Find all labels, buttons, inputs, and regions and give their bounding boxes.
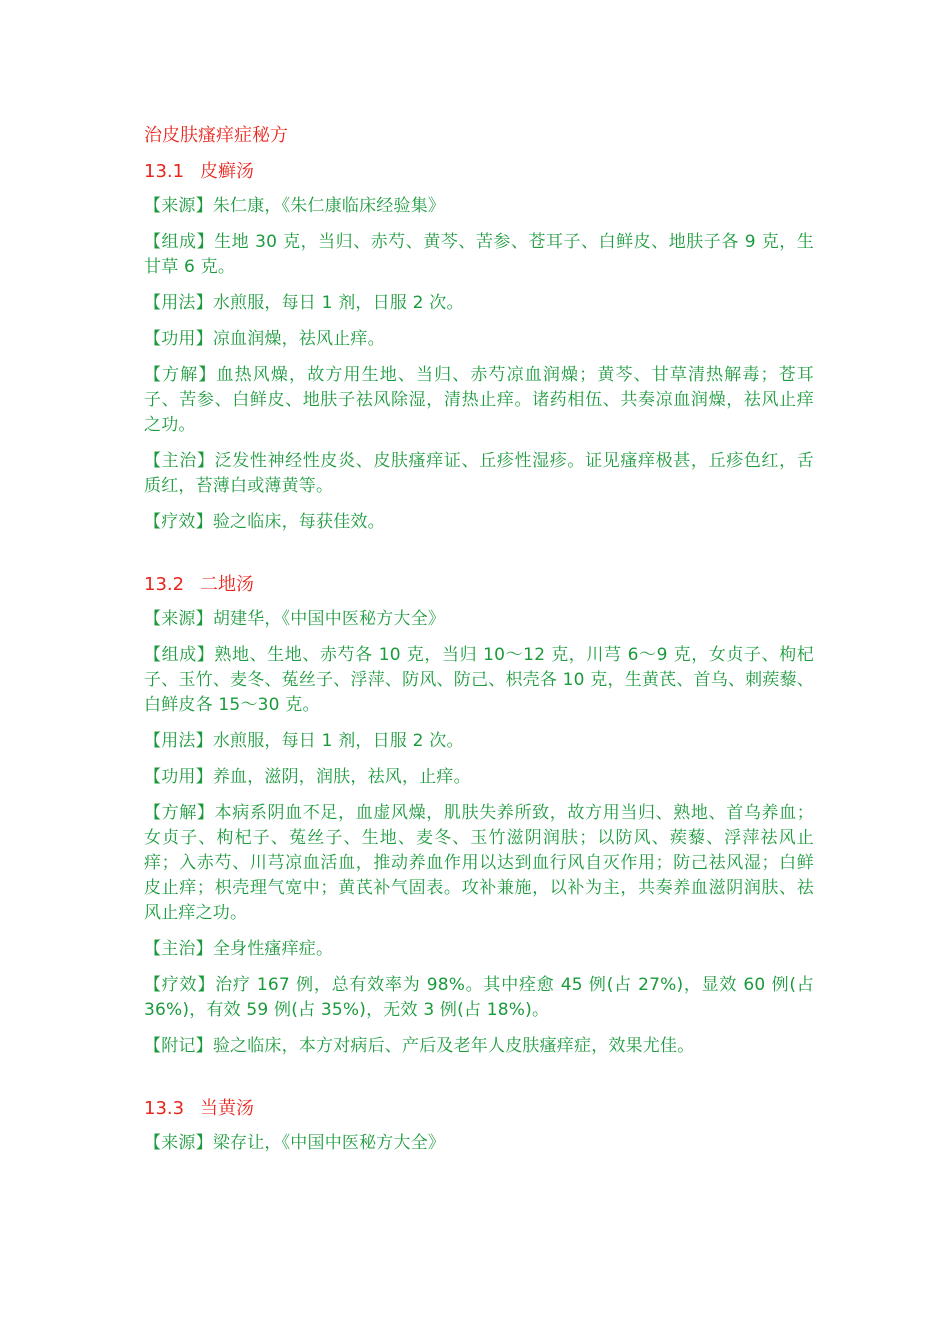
section-13-1 <box>144 158 814 535</box>
entry-usage <box>144 729 814 754</box>
entry-explanation <box>144 363 814 438</box>
entry-text: 养血，滋阴，润肤，祛风，止痒。 <box>212 767 471 787</box>
entry-label: 【组成】 <box>144 645 215 665</box>
section-name: 当黄汤 <box>200 1098 254 1119</box>
entry-composition <box>144 230 814 280</box>
entry-composition <box>144 643 814 718</box>
entry-text: 生地 30 克，当归、赤芍、黄芩、苦参、苍耳子、白鲜皮、地肤子各 9 克，生甘草 6 克。 <box>144 232 814 277</box>
entry-source <box>144 194 814 219</box>
entry-indication <box>144 937 814 962</box>
entry-text: 全身性瘙痒症。 <box>212 939 334 959</box>
entry-text: 水煎服，每日 1 剂，日服 2 次。 <box>212 293 464 313</box>
section-heading <box>144 1095 814 1123</box>
entry-efficacy <box>144 510 814 535</box>
entry-label: 【功用】 <box>144 329 213 349</box>
entry-label: 【来源】 <box>144 196 213 216</box>
entry-label: 【方解】 <box>144 365 217 385</box>
section-heading <box>144 571 814 599</box>
entry-source <box>144 1131 814 1156</box>
entry-text: 熟地、生地、赤芍各 10 克，当归 10～12 克，川芎 6～9 克，女贞子、枸杞子、玉竹、麦冬、菟丝子、浮萍、防风、防己、枳壳各 10 克，生黄芪、首乌、刺蒺藜、白鲜皮各 15～30 克。 <box>144 645 814 715</box>
entry-label: 【主治】 <box>144 939 213 959</box>
entry-indication <box>144 449 814 499</box>
entry-usage <box>144 291 814 316</box>
document-title: 治皮肤瘙痒症秘方 <box>144 125 288 146</box>
entry-label: 【方解】 <box>144 803 215 823</box>
entry-source <box>144 607 814 632</box>
section-number: 13.3 <box>144 1098 185 1119</box>
section-name: 皮癣汤 <box>200 161 254 182</box>
entry-text: 验之临床，每获佳效。 <box>212 512 385 532</box>
entry-text: 朱仁康，《朱仁康临床经验集》 <box>212 196 446 216</box>
entry-label: 【用法】 <box>144 731 213 751</box>
entry-text: 凉血润燥，祛风止痒。 <box>212 329 385 349</box>
section-number: 13.1 <box>144 161 185 182</box>
section-number: 13.2 <box>144 574 185 595</box>
entry-text: 梁存让，《中国中医秘方大全》 <box>212 1133 446 1153</box>
entry-text: 治疗 167 例，总有效率为 98%。其中痊愈 45 例(占 27%)，显效 60 例(占 36%)，有效 59 例(占 35%)，无效 3 例(占 18%)。 <box>144 975 814 1020</box>
section-13-3 <box>144 1095 814 1156</box>
entry-label: 【主治】 <box>144 451 215 471</box>
entry-text: 水煎服，每日 1 剂，日服 2 次。 <box>212 731 464 751</box>
document-page <box>144 122 814 1167</box>
entry-label: 【来源】 <box>144 1133 213 1153</box>
entry-note <box>144 1034 814 1059</box>
entry-text: 验之临床，本方对病后、产后及老年人皮肤瘙痒症，效果尤佳。 <box>212 1036 695 1056</box>
entry-label: 【疗效】 <box>144 512 213 532</box>
entry-label: 【疗效】 <box>144 975 216 995</box>
entry-label: 【功用】 <box>144 767 213 787</box>
entry-function <box>144 765 814 790</box>
entry-text: 泛发性神经性皮炎、皮肤瘙痒证、丘疹性湿疹。证见瘙痒极甚，丘疹色红，舌质红，苔薄白或薄黄等。 <box>144 451 814 496</box>
section-name: 二地汤 <box>200 574 254 595</box>
section-13-2 <box>144 571 814 1059</box>
entry-text: 本病系阴血不足，血虚风燥，肌肤失养所致，故方用当归、熟地、首乌养血；女贞子、枸杞子、菟丝子、生地、麦冬、玉竹滋阴润肤；以防风、蒺藜、浮萍祛风止痒；入赤芍、川芎凉血活血，推动养血作用以达到血行风自灭作用；防己祛风湿；白鲜皮止痒；枳壳理气宽中；黄芪补气固表。攻补兼施，以补为主，共奏养血滋阴润肤、祛风止痒之功。 <box>144 803 814 923</box>
entry-explanation <box>144 801 814 926</box>
entry-text: 胡建华，《中国中医秘方大全》 <box>212 609 446 629</box>
entry-function <box>144 327 814 352</box>
entry-text: 血热风燥，故方用生地、当归、赤芍凉血润燥；黄芩、甘草清热解毒；苍耳子、苦参、白鲜皮、地肤子祛风除湿，清热止痒。诸药相伍、共奏凉血润燥，祛风止痒之功。 <box>144 365 814 435</box>
entry-label: 【用法】 <box>144 293 213 313</box>
entry-label: 【附记】 <box>144 1036 213 1056</box>
section-heading <box>144 158 814 186</box>
entry-label: 【来源】 <box>144 609 213 629</box>
entry-label: 【组成】 <box>144 232 215 252</box>
entry-efficacy <box>144 973 814 1023</box>
